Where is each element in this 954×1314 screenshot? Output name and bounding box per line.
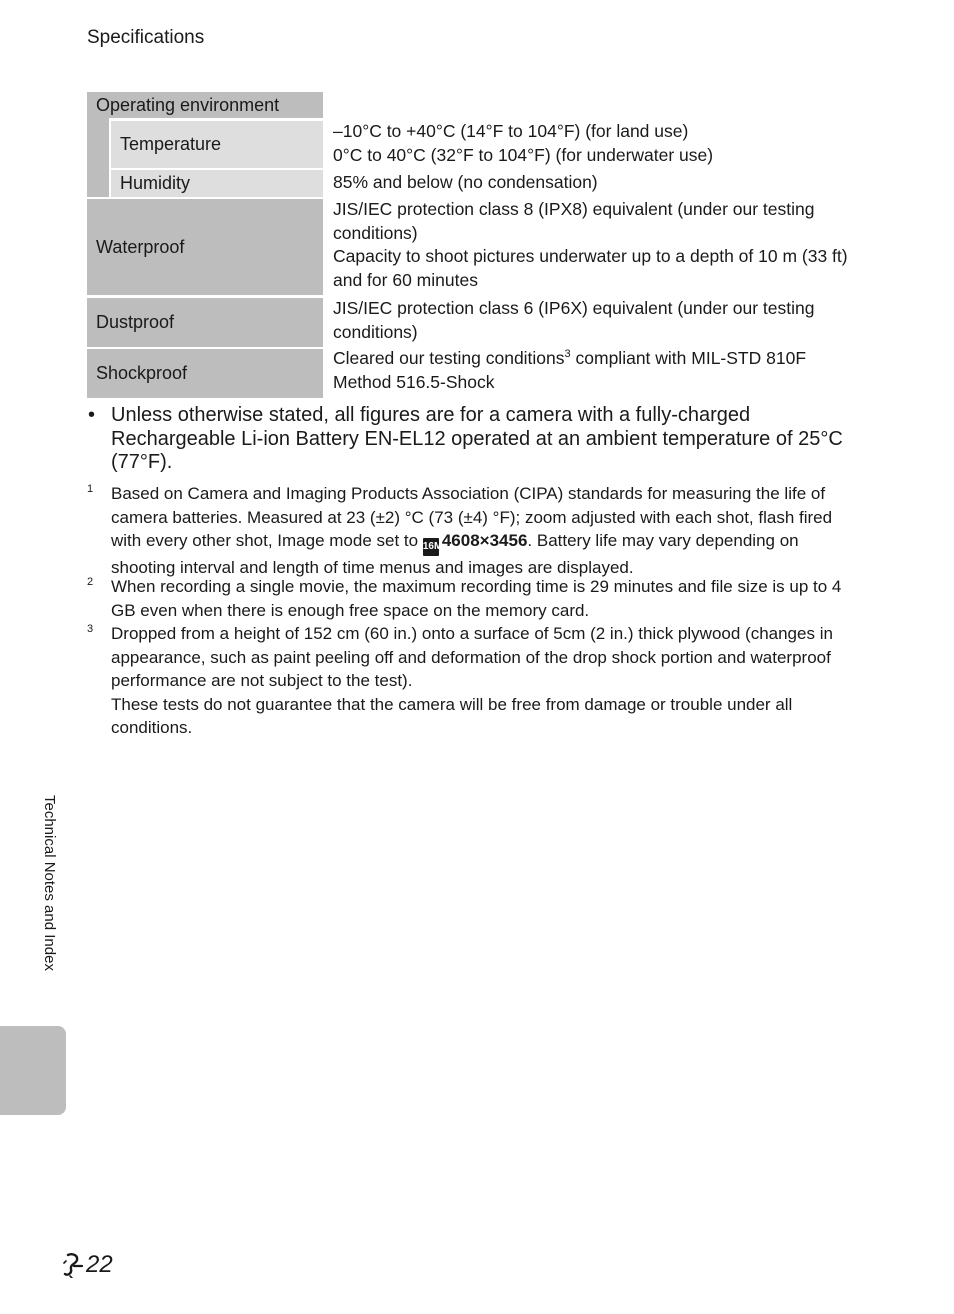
footnote-1-text: [111, 482, 867, 580]
waterproof-depth-value: Capacity to shoot pictures underwater up to a depth of 10 m (33 ft) and for 60 minutes: [333, 246, 848, 290]
bullet-symbol: •: [88, 404, 96, 426]
image-mode-16m-icon: 16M: [423, 538, 439, 556]
shockproof-footnote-ref: 3: [564, 348, 571, 360]
dustproof-label: Dustproof: [87, 298, 323, 347]
footnote-1-text-end: . Battery life may vary depending on shooting interval and length of time menus and images are displayed.: [111, 531, 799, 577]
section-side-label: Technical Notes and Index: [41, 795, 58, 971]
shockproof-value: [333, 347, 867, 394]
operating-environment-bracket: [87, 118, 109, 197]
temperature-underwater-value: 0°C to 40°C (32°F to 104°F) (for underwater use): [333, 144, 714, 165]
technical-notes-icon: [62, 1252, 84, 1278]
shockproof-label: Shockproof: [87, 349, 323, 398]
temperature-label: Temperature: [111, 121, 323, 168]
footnote-3-text: [111, 622, 867, 740]
waterproof-label: Waterproof: [87, 199, 323, 295]
page-number: [62, 1251, 113, 1279]
page-number-text: 22: [86, 1251, 113, 1278]
section-thumb-tab: [0, 1026, 66, 1115]
page-header: Specifications: [87, 27, 205, 48]
footnote-3-paragraph-1: Dropped from a height of 152 cm (60 in.) onto a surface of 5cm (2 in.) thick plywood (changes in appearance, such as paint peeling off and deformation of the drop shock portion and waterproof performance are not subject to the test).: [111, 624, 833, 690]
footnote-3-number: 3: [87, 623, 94, 635]
image-mode-value: 4608×3456: [441, 531, 528, 550]
humidity-value: 85% and below (no condensation): [333, 172, 598, 192]
footnote-1-number: 1: [87, 483, 94, 495]
footnote-1-text-start: Based on Camera and Imaging Products Association (CIPA) standards for measuring the life of camera batteries. Measured at 23 (±2) °C (73 (±4) °F); zoom adjusted with each shot, flash fired with every other shot, Image mode set to: [111, 484, 833, 550]
waterproof-class-value: JIS/IEC protection class 8 (IPX8) equivalent (under our testing conditions): [333, 199, 815, 243]
shockproof-value-text: Cleared our testing conditions: [333, 348, 565, 368]
shockproof-value-text-end: compliant with MIL-STD 810F Method 516.5-Shock: [333, 348, 807, 392]
bullet-note-text: Unless otherwise stated, all figures are for a camera with a fully-charged Rechargeable Li-ion Battery EN-EL12 operated at an ambient temperature of 25°C (77°F).: [111, 404, 843, 473]
footnote-2-text: When recording a single movie, the maximum recording time is 29 minutes and file size is up to 4 GB even when there is enough free space on the memory card.: [111, 577, 842, 620]
temperature-value: [333, 120, 867, 167]
waterproof-value: [333, 198, 867, 292]
temperature-land-value: –10°C to +40°C (14°F to 104°F) (for land use): [333, 121, 689, 141]
dustproof-value: JIS/IEC protection class 6 (IP6X) equivalent (under our testing conditions): [333, 298, 815, 342]
footnote-3-paragraph-2: These tests do not guarantee that the camera will be free from damage or trouble under all conditions.: [111, 694, 793, 737]
operating-environment-label: Operating environment: [87, 92, 323, 118]
humidity-label: Humidity: [111, 170, 323, 197]
footnote-2-number: 2: [87, 576, 94, 588]
